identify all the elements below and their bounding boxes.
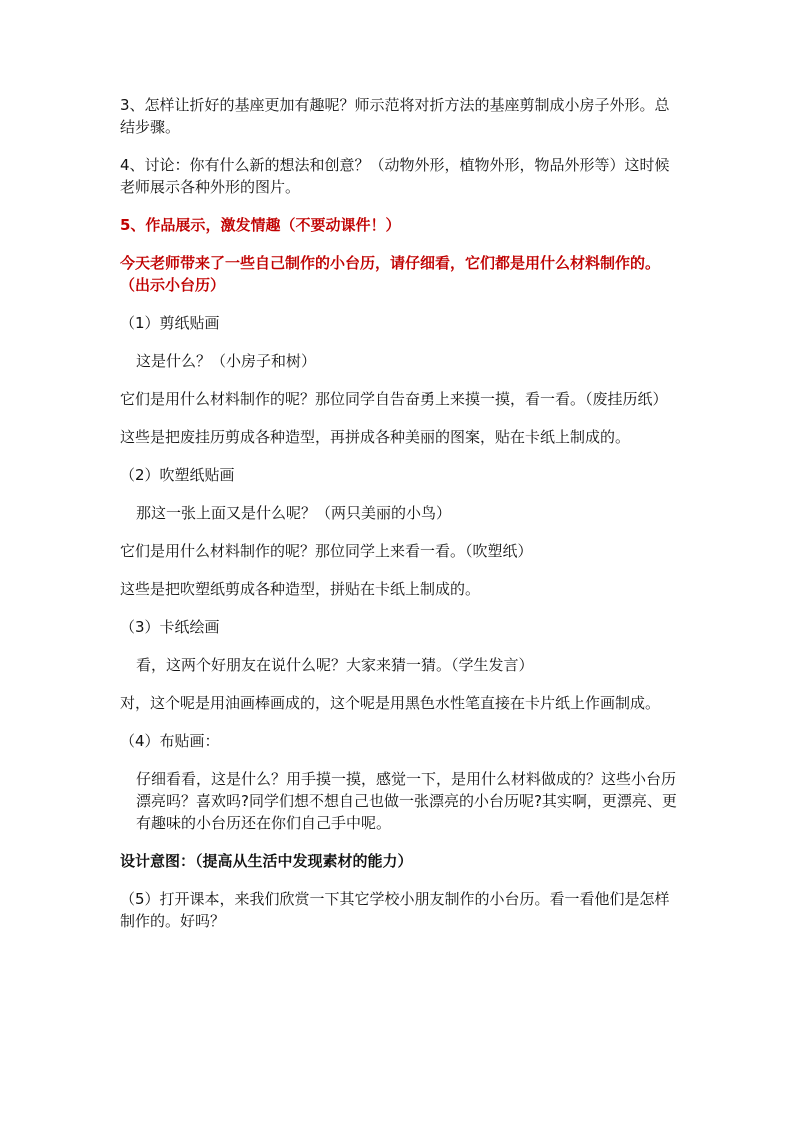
heading-step-5: 5、作品展示，激发情趣（不要动课件！） [120,216,401,234]
subheading-paper-cut: （1）剪纸贴画 [120,314,220,332]
subheading-cloth-applique: （4）布贴画： [120,732,220,750]
intro-calendar: 今天老师带来了一些自己制作的小台历，请仔细看，它们都是用什么材料制作的。（出示小台历） [120,254,661,294]
paragraph-explain-3: 对，这个呢是用油画棒画成的，这个呢是用黑色水性笔直接在卡片纸上作画制成。 [120,694,661,712]
paragraph-explain-2: 这些是把吹塑纸剪成各种造型，拼贴在卡纸上制成的。 [120,580,481,598]
question-birds: 那这一张上面又是什么呢？（两只美丽的小鸟） [136,504,452,522]
paragraph-step-4: 4、讨论：你有什么新的想法和创意？（动物外形，植物外形，物品外形等）这时候老师展示各种外形的图片。 [120,156,670,196]
paragraph-step-3: 3、怎样让折好的基座更加有趣呢？师示范将对折方法的基座剪制成小房子外形。总结步骤。 [120,96,670,136]
paragraph-step-5-book: （5）打开课本，来我们欣赏一下其它学校小朋友制作的小台历。看一看他们是怎样制作的。好吗？ [120,890,670,930]
design-intent: 设计意图：（提高从生活中发现素材的能力） [120,852,413,870]
paragraph-material-2: 它们是用什么材料制作的呢？那位同学上来看一看。（吹塑纸） [120,542,533,560]
subheading-card-drawing: （3）卡纸绘画 [120,618,220,636]
subheading-foam-paper: （2）吹塑纸贴画 [120,466,235,484]
question-house: 这是什么？（小房子和树） [136,352,317,370]
paragraph-material-1: 它们是用什么材料制作的呢？那位同学自告奋勇上来摸一摸，看一看。（废挂历纸） [120,390,668,408]
question-friends: 看，这两个好朋友在说什么呢？大家来猜一猜。（学生发言） [136,656,534,674]
document-page [120,94,680,932]
paragraph-explain-1: 这些是把废挂历剪成各种造型，再拼成各种美丽的图案，贴在卡纸上制成的。 [120,428,631,446]
paragraph-cloth-detail: 仔细看看，这是什么？用手摸一摸，感觉一下，是用什么材料做成的？这些小台历漂亮吗？喜欢吗?同学们想不想自己也做一张漂亮的小台历呢?其实啊，更漂亮、更有趣味的小台历还在你们自己手中呢。 [136,770,677,832]
